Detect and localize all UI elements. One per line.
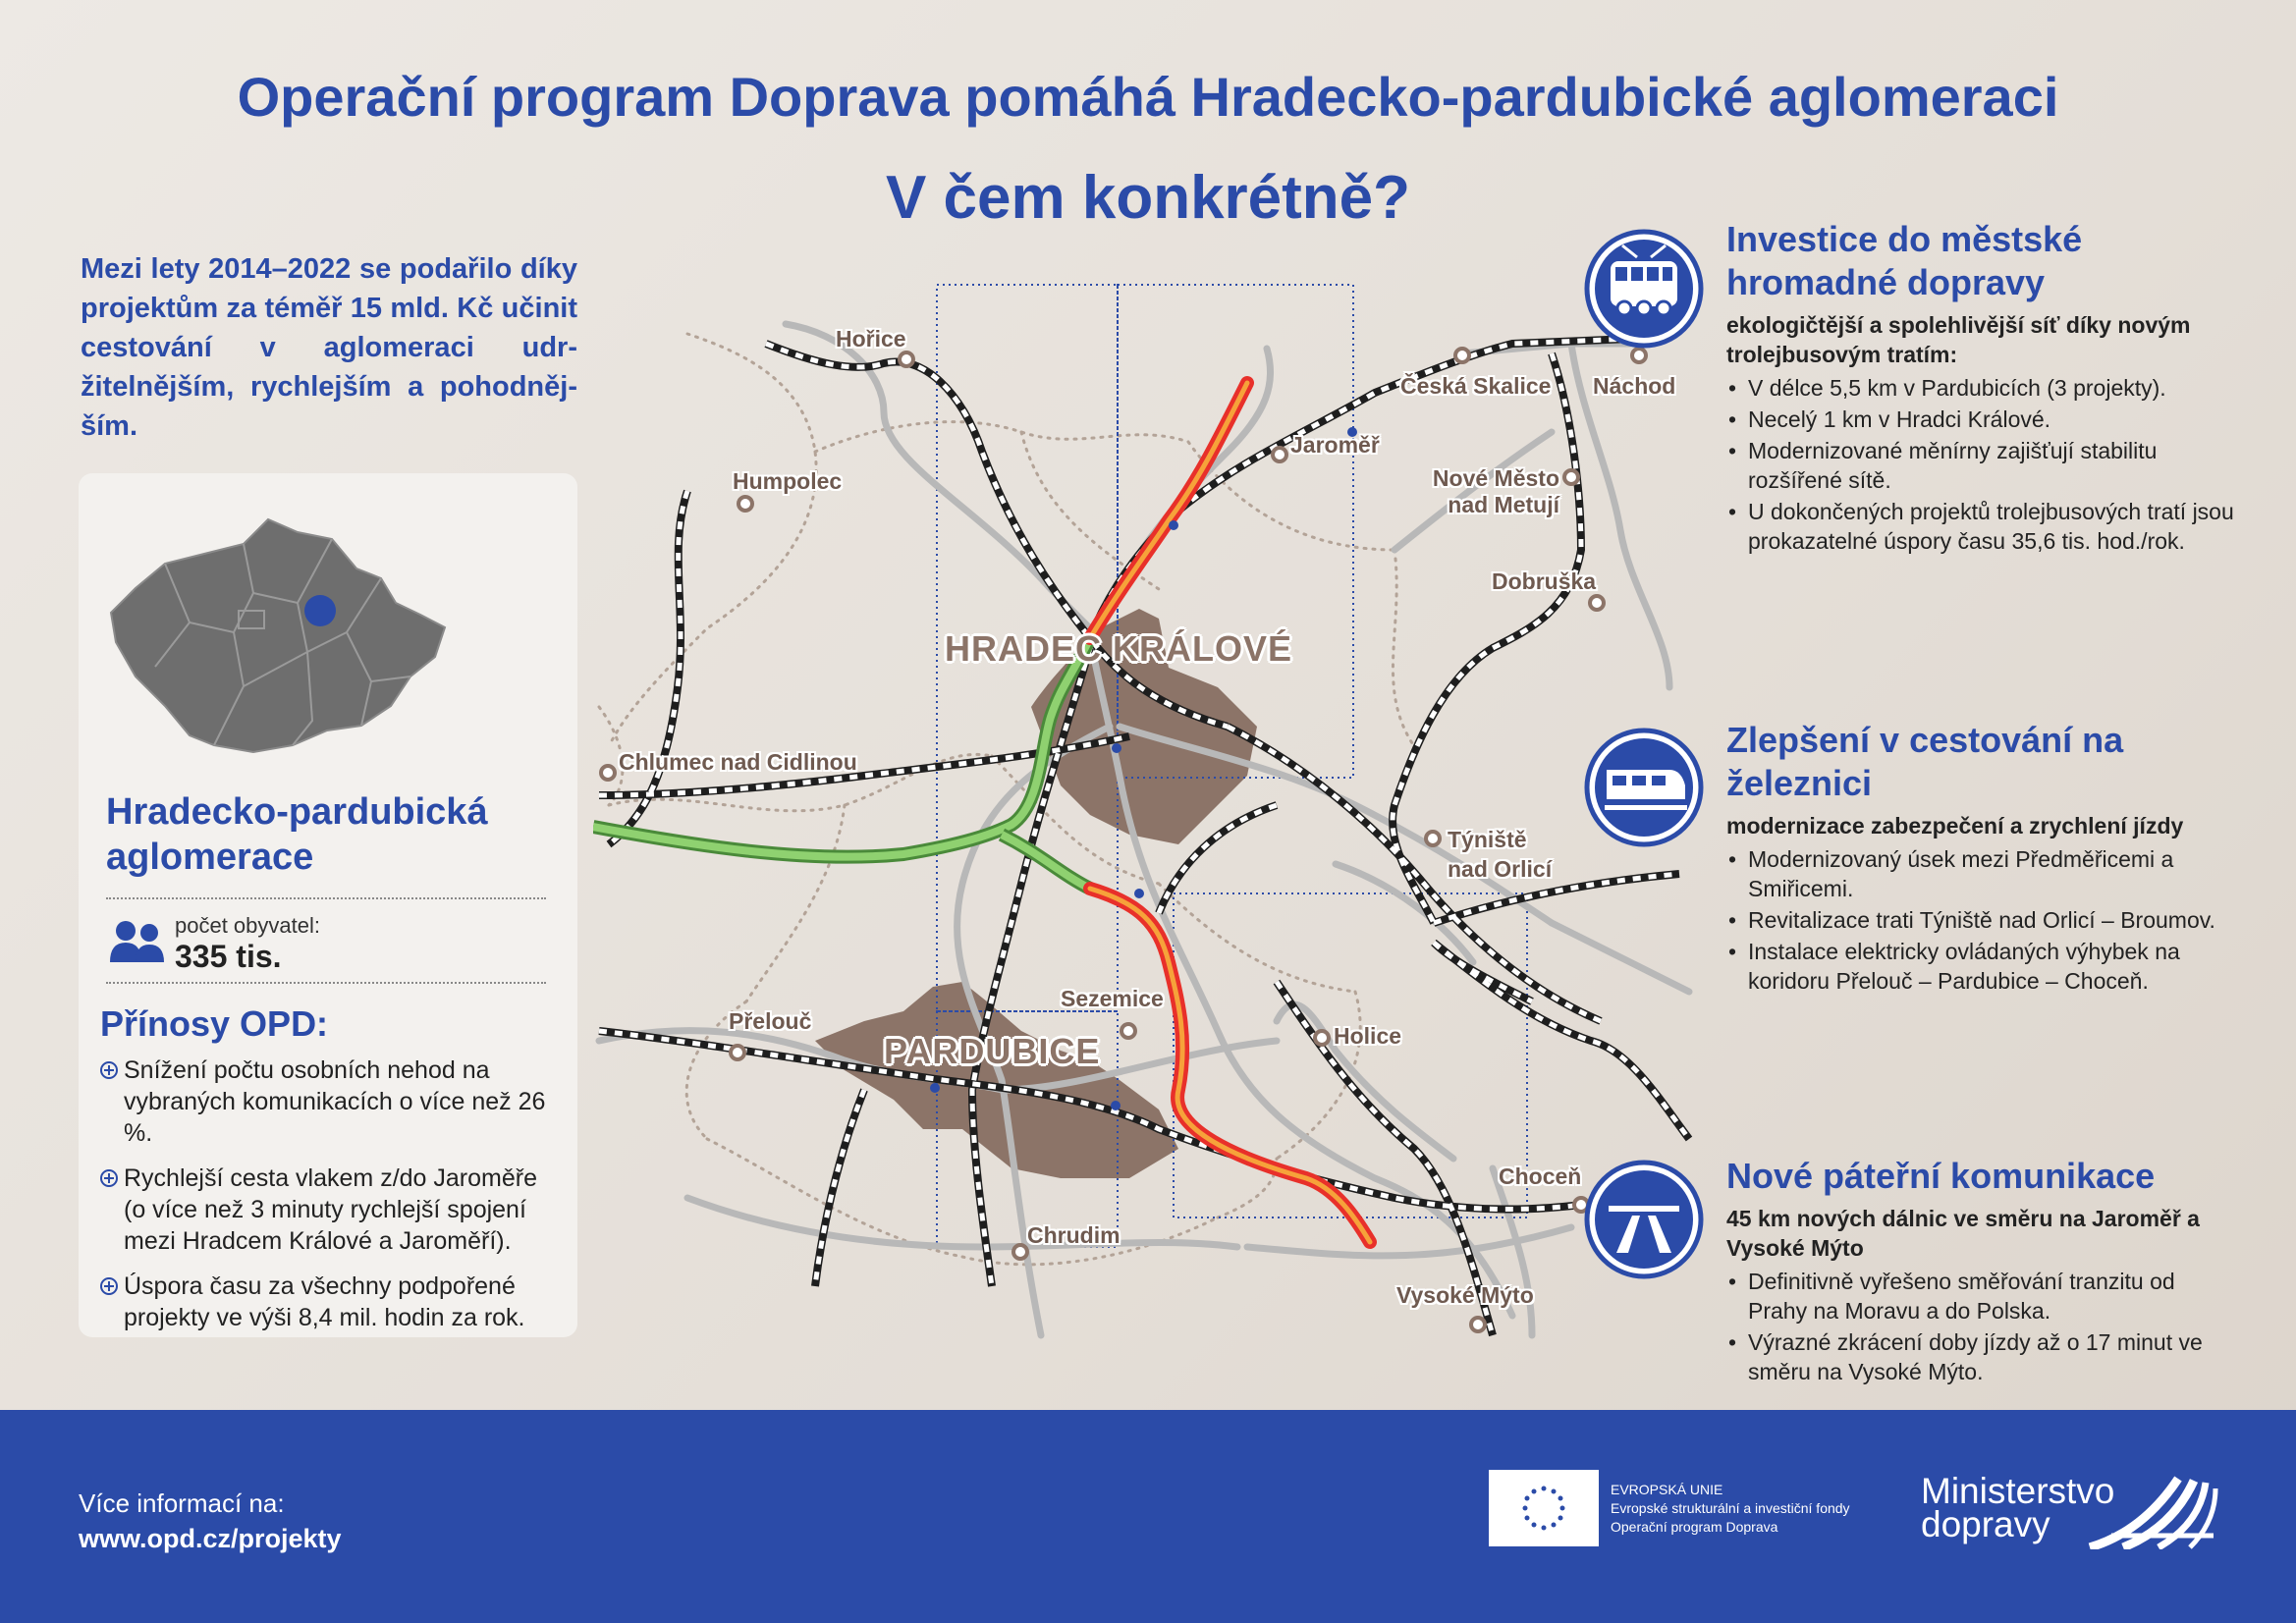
section-list xyxy=(1726,844,2237,996)
benefits-list xyxy=(100,1055,562,1347)
section-public-transport xyxy=(1726,218,2237,558)
agglomeration-name-2: aglomerace xyxy=(106,837,314,878)
list-item: • Revitalizace trati Týniště nad Orlicí – Broumov. xyxy=(1726,905,2237,935)
town-label-humpolec: Humpolec xyxy=(733,468,843,494)
divider xyxy=(106,897,546,899)
list-item: • U dokončených projektů trolejbusových tratí jsou prokazatelné úspory času 35,6 tis. hod./rok. xyxy=(1726,497,2237,556)
list-item: • Modernizované měnírny zajišťují stabilitu rozšířené sítě. xyxy=(1726,436,2237,495)
list-item: • Modernizovaný úsek mezi Předměřicemi a Smiřicemi. xyxy=(1726,844,2237,903)
section-subtitle: modernizace zabezpečení a zrychlení jízdy xyxy=(1726,813,2184,839)
section-list xyxy=(1726,1267,2237,1386)
section-railway xyxy=(1726,719,2237,998)
population-value: 335 tis. xyxy=(175,939,282,974)
agglomeration-panel xyxy=(79,473,577,1337)
plus-circle-icon xyxy=(100,1277,118,1295)
city-label-pardubice: PARDUBICE xyxy=(884,1031,1101,1071)
town-label-sezemice: Sezemice xyxy=(1061,986,1164,1011)
list-item: • Necelý 1 km v Hradci Králové. xyxy=(1726,405,2237,434)
town-label-ceska-skalice: Česká Skalice xyxy=(1400,373,1552,399)
train-icon xyxy=(1583,727,1705,848)
town-label-nove-mesto: Nové Město nad Metují xyxy=(1432,465,1559,517)
page-subtitle: V čem konkrétně? xyxy=(885,164,1411,232)
benefit-item: Snížení počtu osobních nehod na vybraných komunikacích o více než 26 %. xyxy=(100,1055,562,1149)
town-label-nachod: Náchod xyxy=(1593,373,1676,399)
town-label-chrudim: Chrudim xyxy=(1027,1222,1121,1248)
benefit-item: Rychlejší cesta vlakem z/do Jaroměře (o více než 3 minuty rychlejší spojení mezi Hradcem Králové a Jaroměří). xyxy=(100,1163,562,1257)
more-info-link[interactable]: www.opd.cz/projekty xyxy=(79,1524,342,1553)
ministry-line-2: dopravy xyxy=(1921,1504,2050,1544)
section-title: Investice do městské hromadné dopravy xyxy=(1726,219,2083,302)
eu-line-2: Evropské strukturální a investiční fondy xyxy=(1611,1500,1850,1516)
town-label-tyniste: Týniště nad Orlicí xyxy=(1448,827,1553,882)
czech-republic-map xyxy=(96,495,450,770)
people-icon xyxy=(108,917,167,964)
list-item: • Výrazné zkrácení doby jízdy až o 17 minut ve směru na Vysoké Mýto. xyxy=(1726,1327,2237,1386)
agglomeration-title xyxy=(106,789,558,880)
town-label-holice: Holice xyxy=(1334,1023,1402,1049)
ministry-logo-icon xyxy=(2084,1473,2223,1549)
list-item: • Definitivně vyřešeno směřování tranzitu od Prahy na Moravu a do Polska. xyxy=(1726,1267,2237,1325)
town-label-prelouc: Přelouč xyxy=(729,1008,812,1034)
benefits-title: Přínosy OPD: xyxy=(100,1003,329,1044)
section-subtitle: ekologičtější a spolehlivější síť díky novým trolejbusovým tratím: xyxy=(1726,312,2191,367)
more-info-label: Více informací na: xyxy=(79,1488,285,1518)
city-label-hradec: HRADEC KRÁLOVÉ xyxy=(945,628,1293,669)
motorway-icon xyxy=(1583,1159,1705,1280)
trolleybus-icon xyxy=(1583,228,1705,350)
eu-flag-icon xyxy=(1489,1470,1599,1546)
agglomeration-name-1: Hradecko-pardubická xyxy=(106,791,488,833)
town-label-jaromer: Jaroměř xyxy=(1290,432,1380,458)
eu-line-1: EVROPSKÁ UNIE xyxy=(1611,1482,1723,1497)
section-subtitle: 45 km nových dálnic ve směru na Jaroměř a Vysoké Mýto xyxy=(1726,1206,2200,1261)
divider xyxy=(106,982,546,984)
section-title: Zlepšení v cestování na železnici xyxy=(1726,720,2124,803)
location-dot xyxy=(304,595,336,626)
town-label-chlumec: Chlumec nad Cidlinou xyxy=(619,749,857,775)
eu-text xyxy=(1611,1481,1850,1537)
section-title: Nové páteřní komunikace xyxy=(1726,1156,2156,1196)
section-list xyxy=(1726,373,2237,556)
ministry-line-1: Ministerstvo xyxy=(1921,1471,2115,1511)
town-label-chocen: Choceň xyxy=(1499,1163,1582,1189)
benefit-item: Úspora času za všechny podpořené projekty ve výši 8,4 mil. hodin za rok. xyxy=(100,1271,562,1333)
list-item: • Instalace elektricky ovládaných výhybek na koridoru Přelouč – Pardubice – Choceň. xyxy=(1726,937,2237,996)
list-item: • V délce 5,5 km v Pardubicích (3 projekty). xyxy=(1726,373,2237,403)
town-label-dobruska: Dobruška xyxy=(1492,568,1597,594)
plus-circle-icon xyxy=(100,1061,118,1079)
section-motorways xyxy=(1726,1155,2237,1388)
town-label-horice: Hořice xyxy=(836,326,906,352)
intro-text: Mezi lety 2014–2022 se podařilo díky projektům za téměř 15 mld. Kč učinit cestování v aglomeraci udržitelnějším, rychlejším a pohodnějším. xyxy=(81,253,577,442)
page-title: Operační program Doprava pomáhá Hradecko-pardubické aglomeraci xyxy=(237,66,2059,128)
plus-circle-icon xyxy=(100,1169,118,1187)
town-label-vysoke-myto: Vysoké Mýto xyxy=(1396,1282,1534,1308)
population-label: počet obyvatel: xyxy=(175,913,320,938)
eu-line-3: Operační program Doprava xyxy=(1611,1519,1778,1535)
